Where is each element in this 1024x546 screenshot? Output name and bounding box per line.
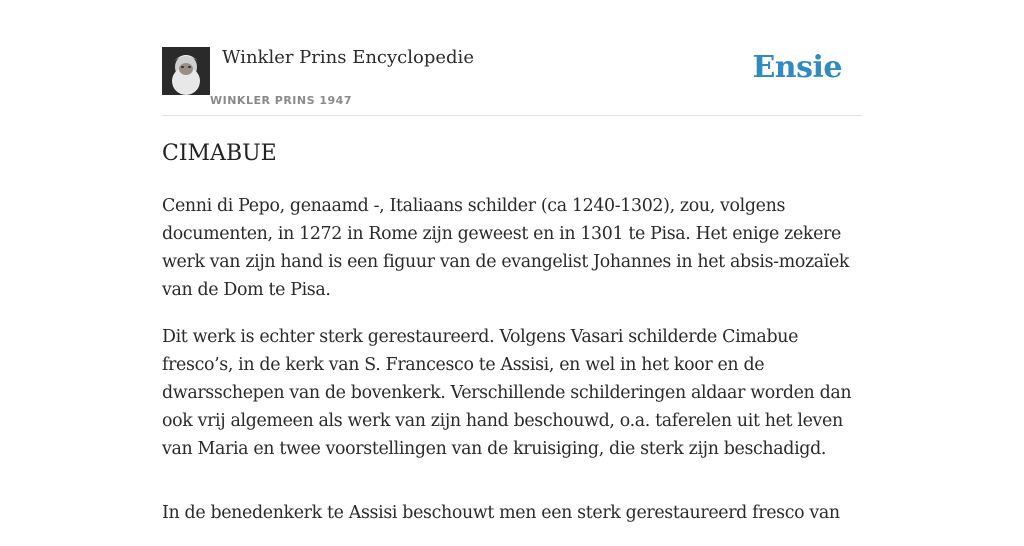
avatar[interactable] <box>162 47 210 95</box>
article-body <box>162 192 862 546</box>
bearded-man-portrait-icon <box>162 47 210 95</box>
page <box>162 0 862 523</box>
site-header <box>162 0 862 116</box>
brand-logo-link[interactable]: Ensie <box>752 50 842 85</box>
article-paragraph: Cenni di Pepo, genaamd -, Italiaans schilder (ca 1240-1302), zou, volgens documenten, in 1272 in Rome zijn geweest en in 1301 te Pisa. Het enige zekere werk van zijn hand is een figuur van de evangelist Johannes in het absis-mozaïek van de Dom te Pisa. <box>162 196 850 300</box>
site-subtitle: WINKLER PRINS 1947 <box>210 94 352 107</box>
article-paragraph: Dit werk is echter sterk gerestaureerd. Volgens Vasari schilderde Cimabue fresco’s, in de kerk van S. Francesco te Assisi, en wel in het koor en de dwarsschepen van de bovenkerk. Verschillende schilderingen aldaar worden dan ook vrij algemeen als werk van zijn hand beschouwd, o.a. taferelen uit het leven van Maria en twee voorstellingen van de kruisiging, die sterk zijn beschadigd. <box>162 327 852 459</box>
site-title-link[interactable]: Winkler Prins Encyclopedie <box>222 47 474 68</box>
article-paragraph: In de benedenkerk te Assisi beschouwt men een sterk gerestaureerd fresco van <box>162 503 840 523</box>
article-title: CIMABUE <box>162 141 277 166</box>
